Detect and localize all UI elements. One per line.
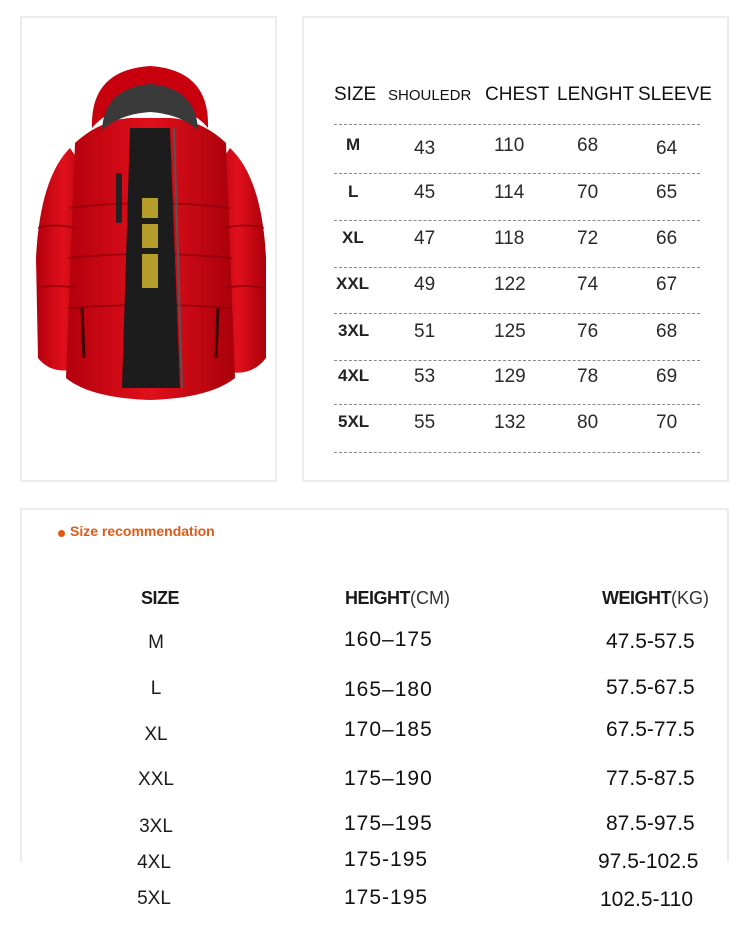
divider bbox=[334, 360, 700, 361]
cell-height: 175–190 bbox=[344, 767, 433, 790]
cell-length: 80 bbox=[577, 412, 599, 433]
cell-size: XXL bbox=[336, 274, 370, 293]
cell-length: 68 bbox=[577, 135, 599, 156]
cell-weight: 77.5-87.5 bbox=[606, 767, 695, 790]
cell-shoulder: 53 bbox=[414, 366, 436, 387]
divider bbox=[334, 124, 700, 125]
cell-shoulder: 55 bbox=[414, 412, 436, 433]
cell-sleeve: 68 bbox=[656, 321, 678, 342]
cell-size: 4XL bbox=[137, 852, 171, 873]
cell-height: 170–185 bbox=[344, 718, 433, 741]
cell-length: 70 bbox=[577, 182, 599, 203]
cell-chest: 122 bbox=[494, 274, 526, 295]
cell-height: 165–180 bbox=[344, 678, 433, 701]
header-chest: CHEST bbox=[485, 84, 550, 105]
cell-size: 5XL bbox=[137, 888, 171, 909]
cell-size: L bbox=[348, 182, 359, 201]
divider bbox=[334, 452, 700, 453]
cell-length: 74 bbox=[577, 274, 599, 295]
header-height: HEIGHT(CM) bbox=[345, 588, 450, 608]
cell-sleeve: 65 bbox=[656, 182, 678, 203]
cell-size: 4XL bbox=[338, 366, 370, 385]
cell-weight: 87.5-97.5 bbox=[606, 812, 695, 835]
header-sleeve: SLEEVE bbox=[638, 84, 712, 105]
product-image-panel bbox=[20, 16, 277, 482]
cell-size: M bbox=[148, 632, 164, 653]
cell-chest: 125 bbox=[494, 321, 526, 342]
cell-shoulder: 49 bbox=[414, 274, 436, 295]
size-chart-panel bbox=[302, 16, 729, 482]
cell-length: 72 bbox=[577, 228, 599, 249]
cell-sleeve: 67 bbox=[656, 274, 678, 295]
header-size: SIZE bbox=[334, 84, 377, 105]
cell-chest: 129 bbox=[494, 366, 526, 387]
header-size: SIZE bbox=[141, 588, 180, 608]
cell-chest: 132 bbox=[494, 412, 526, 433]
cell-weight: 47.5-57.5 bbox=[606, 630, 695, 653]
cell-size: 5XL bbox=[338, 412, 370, 431]
cell-height: 175-195 bbox=[344, 848, 429, 871]
cell-weight: 102.5-110 bbox=[600, 888, 694, 911]
cell-shoulder: 47 bbox=[414, 228, 436, 249]
header-length: LENGHT bbox=[557, 84, 635, 105]
cell-chest: 114 bbox=[494, 182, 525, 203]
cell-size: 3XL bbox=[139, 816, 173, 837]
cell-size: 3XL bbox=[338, 321, 370, 340]
cell-sleeve: 70 bbox=[656, 412, 678, 433]
header-weight: WEIGHT(KG) bbox=[602, 588, 709, 608]
cell-shoulder: 45 bbox=[414, 182, 436, 203]
divider bbox=[334, 220, 700, 221]
cell-shoulder: 43 bbox=[414, 138, 436, 159]
cell-sleeve: 66 bbox=[656, 228, 678, 249]
cell-shoulder: 51 bbox=[414, 321, 436, 342]
cell-weight: 57.5-67.5 bbox=[606, 676, 695, 699]
cell-chest: 118 bbox=[494, 228, 525, 249]
header-shoulder: SHOULEDR bbox=[388, 87, 472, 104]
recommendation-title: Size recommendation bbox=[70, 523, 215, 539]
size-recommendation-panel bbox=[20, 508, 729, 862]
cell-length: 78 bbox=[577, 366, 599, 387]
cell-weight: 97.5-102.5 bbox=[598, 850, 699, 873]
cell-size: XL bbox=[144, 724, 168, 745]
bullet-dot-icon bbox=[58, 530, 65, 537]
red-jacket-image bbox=[30, 58, 270, 418]
divider bbox=[334, 267, 700, 268]
cell-sleeve: 69 bbox=[656, 366, 678, 387]
cell-size: XXL bbox=[138, 769, 174, 790]
cell-size: L bbox=[150, 678, 162, 699]
cell-sleeve: 64 bbox=[656, 138, 678, 159]
cell-weight: 67.5-77.5 bbox=[606, 718, 695, 741]
cell-height: 160–175 bbox=[344, 628, 433, 651]
divider bbox=[334, 173, 700, 174]
cell-chest: 110 bbox=[494, 135, 525, 156]
divider bbox=[334, 313, 700, 314]
cell-length: 76 bbox=[577, 321, 599, 342]
cell-height: 175-195 bbox=[344, 886, 429, 909]
divider bbox=[334, 404, 700, 405]
cell-size: XL bbox=[342, 228, 364, 247]
cell-size: M bbox=[346, 135, 361, 154]
cell-height: 175–195 bbox=[344, 812, 433, 835]
